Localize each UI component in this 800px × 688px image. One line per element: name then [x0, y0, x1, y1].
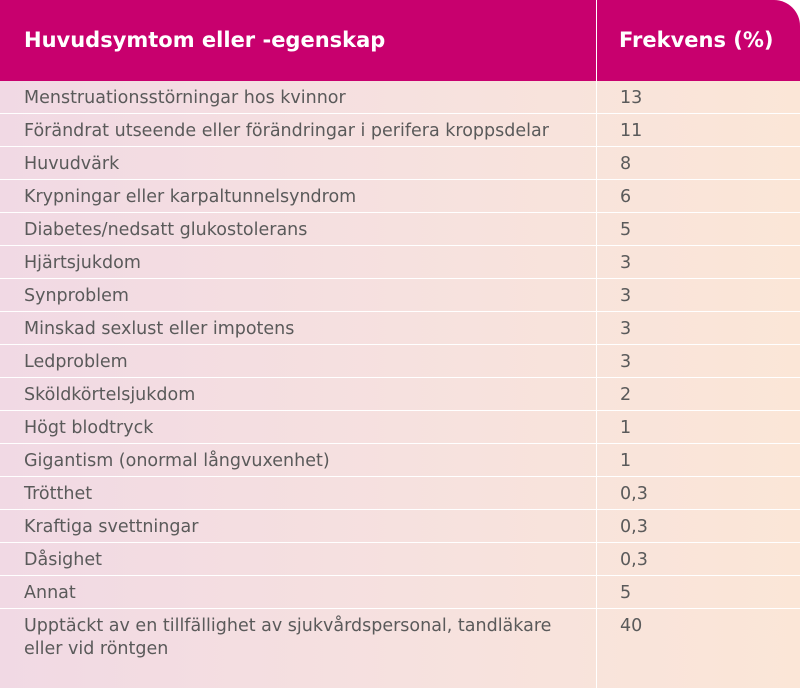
- symptom-cell: Ledproblem: [24, 352, 128, 372]
- symptom-cell: Minskad sexlust eller impotens: [24, 319, 295, 339]
- symptom-cell: Gigantism (onormal långvuxenhet): [24, 451, 330, 471]
- frequency-cell: 8: [620, 154, 632, 174]
- symptom-cell: Huvudvärk: [24, 154, 120, 174]
- frequency-cell: 0,3: [620, 484, 648, 504]
- symptom-cell: Menstruationsstörningar hos kvinnor: [24, 88, 346, 108]
- frequency-cell: 3: [620, 253, 632, 273]
- frequency-cell: 13: [620, 88, 643, 108]
- symptom-cell: Kraftiga svettningar: [24, 517, 199, 537]
- table-row: [0, 378, 800, 411]
- frequency-cell: 1: [620, 418, 632, 438]
- frequency-cell: 0,3: [620, 517, 648, 537]
- table-row: [0, 312, 800, 345]
- symptom-cell: Förändrat utseende eller förändringar i perifera kroppsdelar: [24, 121, 549, 141]
- symptom-cell: Hjärtsjukdom: [24, 253, 141, 273]
- frequency-cell: 2: [620, 385, 632, 405]
- header-symptom: Huvudsymtom eller -egenskap: [24, 28, 386, 52]
- table-row: [0, 543, 800, 576]
- table-row: [0, 444, 800, 477]
- table-row: [0, 114, 800, 147]
- table-row: [0, 180, 800, 213]
- table-row: [0, 510, 800, 543]
- symptom-cell: Krypningar eller karpaltunnelsyndrom: [24, 187, 357, 207]
- table-body: [0, 81, 800, 665]
- symptom-cell: Högt blodtryck: [24, 418, 154, 438]
- table-row: [0, 576, 800, 609]
- frequency-cell: 3: [620, 286, 632, 306]
- table-row: [0, 213, 800, 246]
- symptom-cell: Sköldkörtelsjukdom: [24, 385, 196, 405]
- header-frequency: Frekvens (%): [619, 28, 774, 52]
- symptom-cell: Synproblem: [24, 286, 129, 306]
- table-row: [0, 279, 800, 312]
- table-row: [0, 477, 800, 510]
- frequency-cell: 6: [620, 187, 632, 207]
- table-row: [0, 147, 800, 180]
- frequency-cell: 5: [620, 583, 632, 603]
- frequency-cell: 40: [620, 616, 643, 636]
- frequency-cell: 1: [620, 451, 632, 471]
- symptom-cell: Upptäckt av en tillfällighet av sjukvårdspersonal, tandläkare eller vid röntgen: [24, 616, 552, 659]
- table-row: [0, 345, 800, 378]
- frequency-cell: 11: [620, 121, 643, 141]
- symptom-cell: Diabetes/nedsatt glukostolerans: [24, 220, 308, 240]
- symptom-cell: Trötthet: [24, 484, 93, 504]
- frequency-cell: 3: [620, 319, 632, 339]
- frequency-cell: 0,3: [620, 550, 648, 570]
- table-row: [0, 81, 800, 114]
- symptom-cell: Annat: [24, 583, 76, 603]
- symptom-cell: Dåsighet: [24, 550, 103, 570]
- table-row: [0, 411, 800, 444]
- table-row: [0, 246, 800, 279]
- table-row: [0, 609, 800, 665]
- table-header: [0, 0, 800, 81]
- frequency-cell: 5: [620, 220, 632, 240]
- frequency-cell: 3: [620, 352, 632, 372]
